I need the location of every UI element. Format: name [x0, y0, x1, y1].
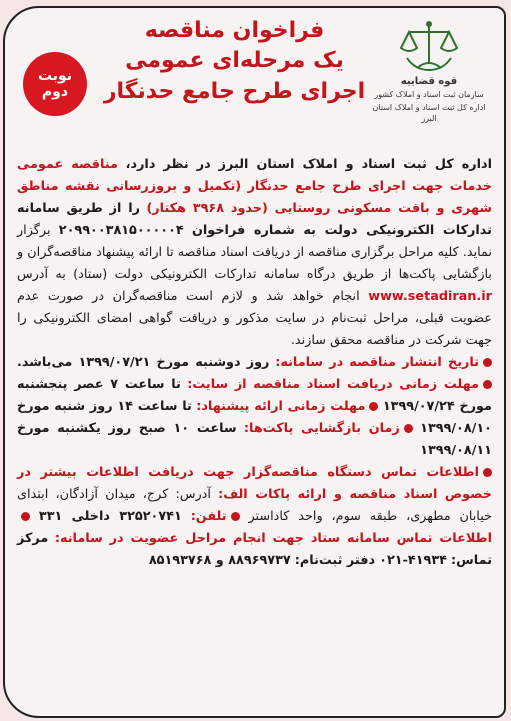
- edition-badge: [23, 52, 87, 116]
- contact-paragraph: [17, 462, 492, 572]
- intro-d: انجام خواهد شد و لازم است مناقصه‌گران در صورت عدم عضویت قبلی، مراحل ثبت‌نام در سایت مذکور و دریافت گواهی امضای الکترونیکی را جهت شرکت در مناقصه محقق سازند.: [17, 289, 492, 348]
- logo-org-line1: سازمان ثبت اسناد و املاک کشور: [374, 90, 484, 99]
- bullet-icon: [483, 358, 492, 367]
- office-value: ۸۸۹۶۹۷۳۷ و ۸۵۱۹۳۷۶۸: [148, 553, 291, 568]
- bullet-icon: [483, 380, 492, 389]
- offer-label: مهلت زمانی ارائه پیشنهاد:: [196, 399, 366, 414]
- header: [5, 8, 504, 148]
- phone-label: تلفن:: [190, 509, 227, 524]
- website-link[interactable]: www.setadiran.ir: [368, 289, 492, 304]
- logo-name: قوه قضاییه: [400, 76, 458, 87]
- tender-number: ۲۰۹۹۰۰۳۸۱۵۰۰۰۰۰۴: [58, 223, 184, 238]
- badge-line1: نوبت: [37, 67, 73, 84]
- bullet-icon: [404, 424, 413, 433]
- center-label: مرکز تماس:: [17, 531, 492, 568]
- title-line1: فراخوان مناقصه: [144, 18, 325, 43]
- advertisement-frame: [3, 6, 506, 718]
- announcement-body: [17, 154, 492, 572]
- bullet-icon: [369, 402, 378, 411]
- intro-c: برگزار نماید. کلیه مراحل برگزاری مناقصه از دریافت اسناد مناقصه تا ارائه پیشنهاد مناقصه‌گران و بازگشایی پاکت‌ها از طریق درگاه سامانه تدارکات الکترونیکی دولت (ستاد) به آدرس: [17, 223, 492, 282]
- docs-value: تا ساعت ۷ عصر پنجشنبه مورخ ۱۳۹۹/۰۷/۲۴: [17, 377, 492, 414]
- docs-label: مهلت زمانی دریافت اسناد مناقصه از سایت:: [187, 377, 479, 392]
- setad-label: اطلاعات تماس سامانه ستاد جهت انجام مراحل عضویت در سامانه:: [54, 531, 492, 546]
- intro-b: را از طریق سامانه تدارکات الکترونیکی دولت به شماره فراخوان: [17, 201, 492, 238]
- scales-of-justice-icon: [397, 18, 461, 74]
- phone-value: ۳۲۵۲۰۷۴۱ داخلی ۳۳۱: [38, 509, 182, 524]
- title-line3: اجرای طرح جامع حدنگار: [103, 78, 366, 104]
- bullet-icon: [483, 468, 492, 477]
- open-label: زمان بازگشایی پاکت‌ها:: [243, 421, 400, 436]
- title-block: [95, 18, 374, 105]
- judiciary-logo: [370, 18, 488, 124]
- center-value: ۴۱۹۳۴-۰۲۱: [379, 553, 447, 568]
- logo-org-line2: اداره کل ثبت اسناد و املاک استان البرز: [372, 103, 486, 123]
- office-label: دفتر ثبت‌نام:: [294, 553, 376, 568]
- schedule-paragraph: [17, 352, 492, 462]
- contact-label: اطلاعات تماس دستگاه مناقصه‌گزار جهت دریافت اطلاعات بیشتر در خصوص اسناد مناقصه و ارائه پاکات الف:: [17, 465, 492, 502]
- offer-value: تا ساعت ۱۴ روز شنبه مورخ ۱۳۹۹/۰۸/۱۰: [17, 399, 492, 436]
- title-line2: یک مرحله‌ای عمومی: [125, 48, 344, 74]
- intro-paragraph: [17, 154, 492, 352]
- pub-label: تاریخ انتشار مناقصه در سامانه:: [275, 355, 479, 370]
- intro-a: اداره کل ثبت اسناد و املاک استان البرز در نظر دارد،: [125, 157, 493, 172]
- open-value: ساعت ۱۰ صبح روز یکشنبه مورخ ۱۳۹۹/۰۸/۱۱: [17, 421, 492, 458]
- bullet-icon: [21, 512, 30, 521]
- badge-line2: دوم: [41, 84, 69, 100]
- intro-highlight: مناقصه عمومی خدمات جهت اجرای طرح جامع حدنگار (تکمیل و بروزرسانی نقشه مناطق شهری و بافت مسکونی روستایی (حدود ۳۹۶۸ هکتار): [17, 157, 492, 216]
- address: آدرس: کرج، میدان آزادگان، ابتدای خیابان مطهری، طبقه سوم، واحد کاداستر: [17, 487, 492, 524]
- pub-value: روز دوشنبه مورخ ۱۳۹۹/۰۷/۲۱ می‌باشد.: [17, 355, 270, 370]
- bullet-icon: [231, 512, 240, 521]
